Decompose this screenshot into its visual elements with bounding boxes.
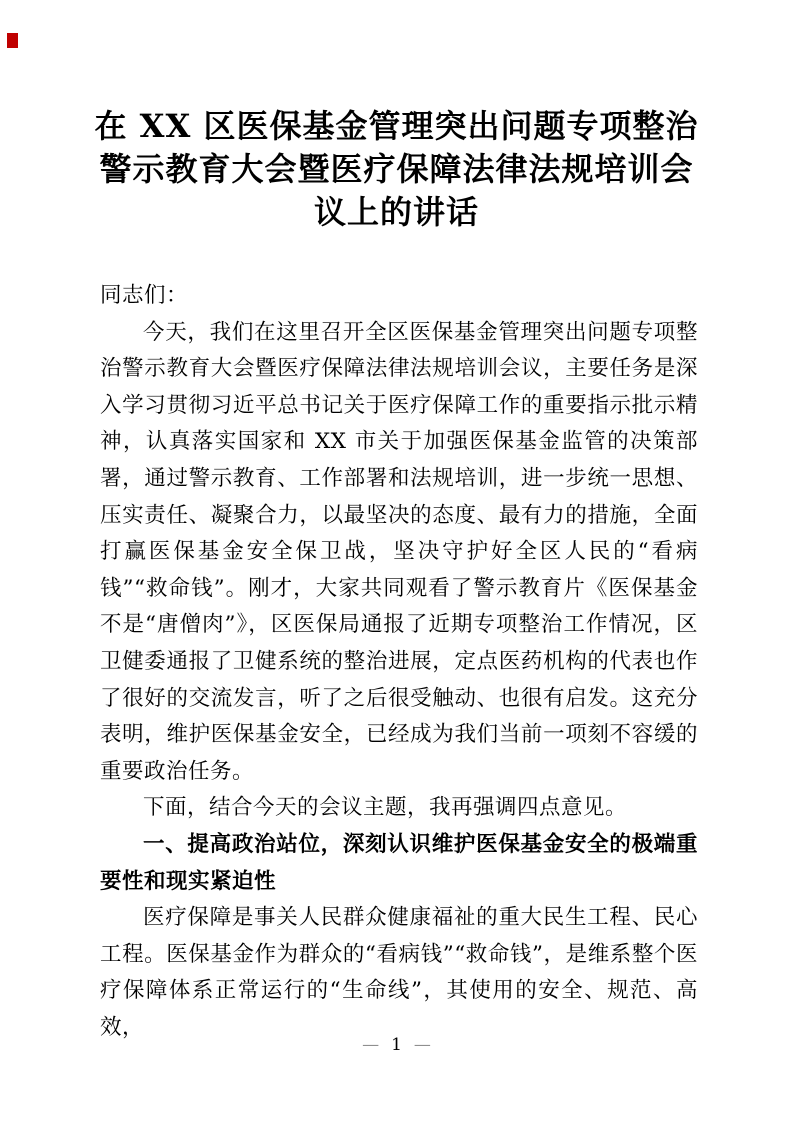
footer-dash-left: — xyxy=(362,1035,380,1055)
red-marker xyxy=(7,33,18,48)
paragraph: 下面，结合今天的会议主题，我再强调四点意见。 xyxy=(143,795,628,821)
document-body xyxy=(100,278,698,1046)
section-heading: 一、提高政治站位，深刻认识维护医保基金安全的极端重要性和现实紧迫性 xyxy=(100,831,698,894)
salutation: 同志们： xyxy=(100,283,189,308)
page-footer xyxy=(0,1035,793,1055)
paragraph-list xyxy=(100,315,698,1047)
page-number: 1 xyxy=(391,1035,402,1055)
paragraph: 今天，我们在这里召开全区医保基金管理突出问题专项整治警示教育大会暨医疗保障法律法规培训会议，主要任务是深入学习贯彻习近平总书记关于医疗保障工作的重要指示批示精神，认真落实国家和 XX 市关于加强医保基金监管的决策部署，通过警示教育、工作部署和法规培训，进一步统一思想、压实责任、凝聚合力，以最坚决的态度、最有力的措施，全面打赢医保基金安全保卫战，坚决守护好全区人民的“看病钱”“救命钱”。刚才，大家共同观看了警示教育片《医保基金不是“唐僧肉”》，区医保局通报了近期专项整治工作情况，区卫健委通报了卫健系统的整治进展，定点医药机构的代表也作了很好的交流发言，听了之后很受触动、也很有启发。这充分表明，维护医保基金安全，已经成为我们当前一项刻不容缓的重要政治任务。 xyxy=(100,319,698,784)
footer-dash-right: — xyxy=(413,1035,431,1055)
paragraph: 医疗保障是事关人民群众健康福祉的重大民生工程、民心工程。医保基金作为群众的“看病钱”“救命钱”，是维系整个医疗保障体系正常运行的“生命线”，其使用的安全、规范、高效， xyxy=(100,905,698,1040)
document-title: 在 XX 区医保基金管理突出问题专项整治警示教育大会暨医疗保障法律法规培训会议上的讲话 xyxy=(94,107,699,231)
